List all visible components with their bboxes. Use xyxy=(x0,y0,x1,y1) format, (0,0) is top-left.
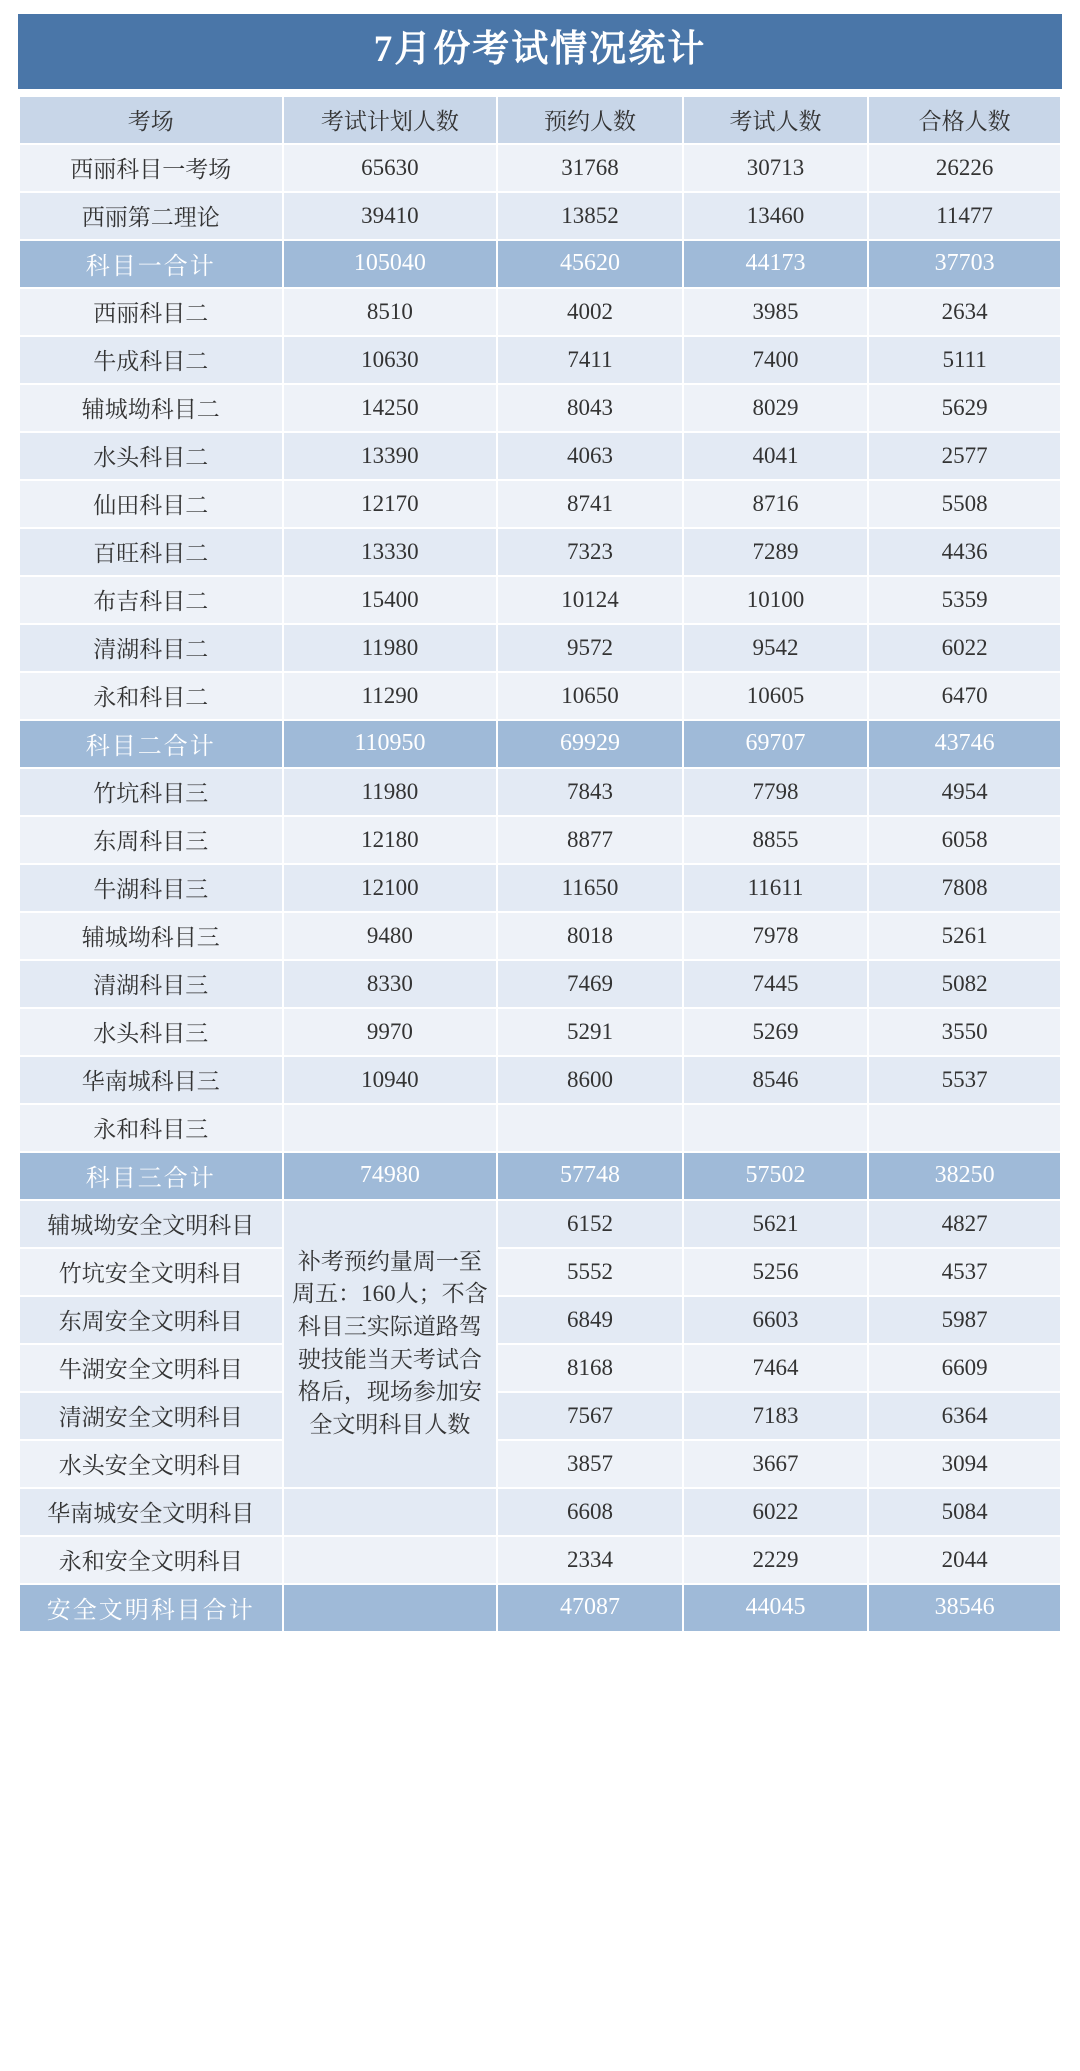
cell-venue-name: 竹坑科目三 xyxy=(19,768,283,816)
cell-venue-name: 布吉科目二 xyxy=(19,576,283,624)
cell-value: 5084 xyxy=(868,1488,1061,1536)
cell-value: 8510 xyxy=(283,288,498,336)
cell-value: 6058 xyxy=(868,816,1061,864)
cell-value: 5629 xyxy=(868,384,1061,432)
cell-value: 7469 xyxy=(497,960,682,1008)
cell-value: 11650 xyxy=(497,864,682,912)
cell-value: 9970 xyxy=(283,1008,498,1056)
exam-statistics-table xyxy=(18,95,1062,1633)
cell-value: 11980 xyxy=(283,768,498,816)
cell-venue-name: 永和科目二 xyxy=(19,672,283,720)
table-row xyxy=(19,576,1061,624)
cell-value: 13852 xyxy=(497,192,682,240)
column-header-booked: 预约人数 xyxy=(497,96,682,144)
table-row xyxy=(19,192,1061,240)
table-row xyxy=(19,960,1061,1008)
cell-value: 8600 xyxy=(497,1056,682,1104)
cell-value: 10940 xyxy=(283,1056,498,1104)
cell-value: 8855 xyxy=(683,816,868,864)
cell-value: 6470 xyxy=(868,672,1061,720)
table-row xyxy=(19,624,1061,672)
table-row xyxy=(19,672,1061,720)
cell-venue-name: 西丽第二理论 xyxy=(19,192,283,240)
cell-value: 2634 xyxy=(868,288,1061,336)
cell-value: 5359 xyxy=(868,576,1061,624)
table-row xyxy=(19,816,1061,864)
cell-venue-name: 永和科目三 xyxy=(19,1104,283,1152)
cell-value: 3094 xyxy=(868,1440,1061,1488)
cell-value: 10630 xyxy=(283,336,498,384)
cell-value: 5621 xyxy=(683,1200,868,1248)
cell-value: 37703 xyxy=(868,240,1061,288)
cell-venue-name: 科目三合计 xyxy=(19,1152,283,1200)
cell-venue-name: 华南城安全文明科目 xyxy=(19,1488,283,1536)
cell-value: 5082 xyxy=(868,960,1061,1008)
table-row xyxy=(19,1344,1061,1392)
cell-value: 69707 xyxy=(683,720,868,768)
cell-value: 6608 xyxy=(497,1488,682,1536)
cell-venue-name: 永和安全文明科目 xyxy=(19,1536,283,1584)
cell-value: 8716 xyxy=(683,480,868,528)
cell-value: 10650 xyxy=(497,672,682,720)
cell-value: 2334 xyxy=(497,1536,682,1584)
cell-value: 13330 xyxy=(283,528,498,576)
cell-value: 8018 xyxy=(497,912,682,960)
table-row xyxy=(19,1536,1061,1584)
cell-value: 69929 xyxy=(497,720,682,768)
table-row xyxy=(19,1104,1061,1152)
cell-value: 12180 xyxy=(283,816,498,864)
page-title: 7月份考试情况统计 xyxy=(18,14,1062,89)
cell-venue-name: 西丽科目一考场 xyxy=(19,144,283,192)
table-row-subtotal xyxy=(19,720,1061,768)
cell-value: 5256 xyxy=(683,1248,868,1296)
column-header-planned: 考试计划人数 xyxy=(283,96,498,144)
cell-value: 3985 xyxy=(683,288,868,336)
table-row xyxy=(19,528,1061,576)
table-row xyxy=(19,1488,1061,1536)
table-row xyxy=(19,1392,1061,1440)
cell-value: 5291 xyxy=(497,1008,682,1056)
cell-value: 2044 xyxy=(868,1536,1061,1584)
cell-value: 8043 xyxy=(497,384,682,432)
cell-value: 3857 xyxy=(497,1440,682,1488)
table-row-subtotal xyxy=(19,240,1061,288)
cell-value: 9572 xyxy=(497,624,682,672)
cell-value: 6603 xyxy=(683,1296,868,1344)
column-header-tested: 考试人数 xyxy=(683,96,868,144)
header-row xyxy=(19,96,1061,144)
cell-value: 3667 xyxy=(683,1440,868,1488)
cell-value: 5261 xyxy=(868,912,1061,960)
cell-value xyxy=(683,1104,868,1152)
cell-value: 4002 xyxy=(497,288,682,336)
cell-value xyxy=(283,1104,498,1152)
cell-value: 13460 xyxy=(683,192,868,240)
cell-venue-name: 清湖安全文明科目 xyxy=(19,1392,283,1440)
cell-value: 4063 xyxy=(497,432,682,480)
cell-value: 11980 xyxy=(283,624,498,672)
cell-value: 2229 xyxy=(683,1536,868,1584)
cell-value: 4041 xyxy=(683,432,868,480)
cell-venue-name: 辅城坳科目三 xyxy=(19,912,283,960)
table-row xyxy=(19,912,1061,960)
cell-value: 15400 xyxy=(283,576,498,624)
table-row xyxy=(19,144,1061,192)
cell-value: 14250 xyxy=(283,384,498,432)
cell-venue-name: 辅城坳安全文明科目 xyxy=(19,1200,283,1248)
cell-venue-name: 百旺科目二 xyxy=(19,528,283,576)
cell-value: 7411 xyxy=(497,336,682,384)
cell-venue-name: 水头科目三 xyxy=(19,1008,283,1056)
cell-value: 10100 xyxy=(683,576,868,624)
cell-venue-name: 西丽科目二 xyxy=(19,288,283,336)
cell-value: 8877 xyxy=(497,816,682,864)
cell-value: 4436 xyxy=(868,528,1061,576)
cell-venue-name: 科目二合计 xyxy=(19,720,283,768)
table-row xyxy=(19,480,1061,528)
cell-value: 57748 xyxy=(497,1152,682,1200)
cell-value: 39410 xyxy=(283,192,498,240)
cell-venue-name: 牛湖科目三 xyxy=(19,864,283,912)
table-header xyxy=(19,96,1061,144)
cell-value: 105040 xyxy=(283,240,498,288)
cell-value: 4954 xyxy=(868,768,1061,816)
cell-value: 4827 xyxy=(868,1200,1061,1248)
cell-venue-name: 牛成科目二 xyxy=(19,336,283,384)
table-row xyxy=(19,1248,1061,1296)
cell-value: 10124 xyxy=(497,576,682,624)
cell-venue-name: 东周安全文明科目 xyxy=(19,1296,283,1344)
cell-value: 26226 xyxy=(868,144,1061,192)
cell-venue-name: 清湖科目二 xyxy=(19,624,283,672)
cell-value: 9480 xyxy=(283,912,498,960)
cell-venue-name: 安全文明科目合计 xyxy=(19,1584,283,1632)
cell-value: 6609 xyxy=(868,1344,1061,1392)
cell-value: 11477 xyxy=(868,192,1061,240)
cell-value: 7808 xyxy=(868,864,1061,912)
cell-value: 47087 xyxy=(497,1584,682,1632)
cell-value: 7798 xyxy=(683,768,868,816)
cell-venue-name: 竹坑安全文明科目 xyxy=(19,1248,283,1296)
table-row xyxy=(19,336,1061,384)
cell-value: 8741 xyxy=(497,480,682,528)
cell-value: 65630 xyxy=(283,144,498,192)
table-row xyxy=(19,288,1061,336)
cell-value: 5269 xyxy=(683,1008,868,1056)
cell-value: 7400 xyxy=(683,336,868,384)
cell-value: 30713 xyxy=(683,144,868,192)
cell-value: 43746 xyxy=(868,720,1061,768)
cell-value: 7567 xyxy=(497,1392,682,1440)
cell-value: 13390 xyxy=(283,432,498,480)
cell-value: 6022 xyxy=(683,1488,868,1536)
cell-value: 110950 xyxy=(283,720,498,768)
cell-value xyxy=(283,1584,498,1632)
column-header-venue: 考场 xyxy=(19,96,283,144)
cell-value: 9542 xyxy=(683,624,868,672)
cell-value: 11611 xyxy=(683,864,868,912)
cell-value: 12100 xyxy=(283,864,498,912)
table-row xyxy=(19,1056,1061,1104)
cell-value: 7323 xyxy=(497,528,682,576)
cell-value: 44173 xyxy=(683,240,868,288)
cell-value: 2577 xyxy=(868,432,1061,480)
cell-value: 7289 xyxy=(683,528,868,576)
cell-value: 7978 xyxy=(683,912,868,960)
cell-value xyxy=(283,1536,498,1584)
cell-value: 6022 xyxy=(868,624,1061,672)
cell-value: 12170 xyxy=(283,480,498,528)
cell-value: 6152 xyxy=(497,1200,682,1248)
cell-value: 74980 xyxy=(283,1152,498,1200)
table-row xyxy=(19,768,1061,816)
table-row-subtotal xyxy=(19,1152,1061,1200)
cell-value: 7445 xyxy=(683,960,868,1008)
cell-value: 8330 xyxy=(283,960,498,1008)
cell-value: 45620 xyxy=(497,240,682,288)
cell-note: 补考预约量周一至周五：160人；不含科目三实际道路驾驶技能当天考试合格后，现场参加安全文明科目人数 xyxy=(283,1200,498,1488)
cell-value xyxy=(283,1488,498,1536)
table-row-subtotal xyxy=(19,1584,1061,1632)
cell-venue-name: 水头安全文明科目 xyxy=(19,1440,283,1488)
cell-value: 5537 xyxy=(868,1056,1061,1104)
cell-value: 11290 xyxy=(283,672,498,720)
cell-value: 7843 xyxy=(497,768,682,816)
cell-value xyxy=(497,1104,682,1152)
cell-venue-name: 科目一合计 xyxy=(19,240,283,288)
cell-value: 6849 xyxy=(497,1296,682,1344)
table-row xyxy=(19,1200,1061,1248)
cell-value: 4537 xyxy=(868,1248,1061,1296)
cell-value: 7183 xyxy=(683,1392,868,1440)
cell-value: 57502 xyxy=(683,1152,868,1200)
cell-value: 31768 xyxy=(497,144,682,192)
table-body xyxy=(19,144,1061,1632)
cell-venue-name: 辅城坳科目二 xyxy=(19,384,283,432)
column-header-passed: 合格人数 xyxy=(868,96,1061,144)
cell-value: 38546 xyxy=(868,1584,1061,1632)
cell-value: 6364 xyxy=(868,1392,1061,1440)
table-row xyxy=(19,432,1061,480)
cell-value: 5552 xyxy=(497,1248,682,1296)
cell-value: 8546 xyxy=(683,1056,868,1104)
cell-value: 38250 xyxy=(868,1152,1061,1200)
cell-value: 3550 xyxy=(868,1008,1061,1056)
table-row xyxy=(19,1296,1061,1344)
cell-value: 10605 xyxy=(683,672,868,720)
cell-value: 5987 xyxy=(868,1296,1061,1344)
cell-value: 7464 xyxy=(683,1344,868,1392)
cell-venue-name: 水头科目二 xyxy=(19,432,283,480)
cell-value xyxy=(868,1104,1061,1152)
table-row xyxy=(19,1440,1061,1488)
cell-value: 5111 xyxy=(868,336,1061,384)
cell-venue-name: 东周科目三 xyxy=(19,816,283,864)
cell-venue-name: 仙田科目二 xyxy=(19,480,283,528)
cell-value: 5508 xyxy=(868,480,1061,528)
table-row xyxy=(19,864,1061,912)
cell-value: 44045 xyxy=(683,1584,868,1632)
cell-value: 8029 xyxy=(683,384,868,432)
table-row xyxy=(19,1008,1061,1056)
cell-venue-name: 清湖科目三 xyxy=(19,960,283,1008)
table-row xyxy=(19,384,1061,432)
cell-venue-name: 华南城科目三 xyxy=(19,1056,283,1104)
cell-venue-name: 牛湖安全文明科目 xyxy=(19,1344,283,1392)
cell-value: 8168 xyxy=(497,1344,682,1392)
